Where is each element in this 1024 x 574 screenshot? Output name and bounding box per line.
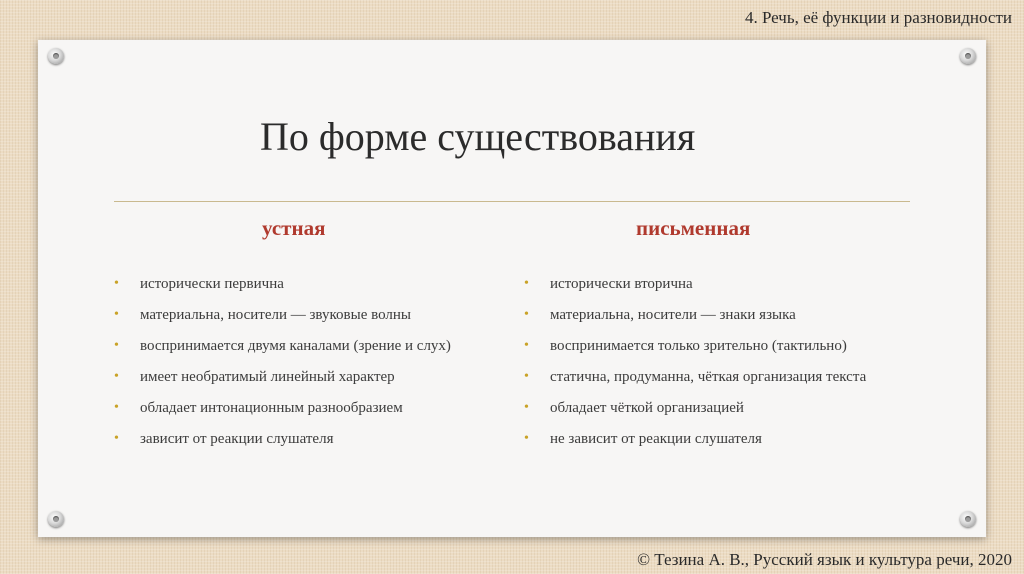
written-speech-list <box>524 276 914 462</box>
list-item: • не зависит от реакции слушателя <box>524 431 762 447</box>
list-item: • обладает чёткой организацией <box>524 400 744 416</box>
pushpin-icon <box>960 48 976 64</box>
bullet-icon: • <box>524 338 529 353</box>
list-item: • зависит от реакции слушателя <box>114 431 334 447</box>
pushpin-icon <box>48 511 64 527</box>
list-item: • исторически первична <box>114 276 284 292</box>
bullet-icon: • <box>114 369 119 384</box>
bullet-icon: • <box>114 276 119 291</box>
slide-title: По форме существования <box>260 114 696 159</box>
pushpin-icon <box>48 48 64 64</box>
title-divider <box>114 201 910 202</box>
list-item: • статична, продуманна, чёткая организация текста <box>524 369 867 385</box>
bullet-icon: • <box>114 400 119 415</box>
bullet-icon: • <box>114 431 119 446</box>
list-item: • имеет необратимый линейный характер <box>114 369 395 385</box>
column-heading-oral: устная <box>262 216 326 240</box>
list-item: • обладает интонационным разнообразием <box>114 400 403 416</box>
list-item: • исторически вторична <box>524 276 693 292</box>
bullet-icon: • <box>524 369 529 384</box>
list-item: • материальна, носители — знаки языка <box>524 307 796 323</box>
column-heading-written: письменная <box>636 216 751 240</box>
slide-header: 4. Речь, её функции и разновидности <box>744 8 1012 27</box>
bullet-icon: • <box>524 400 529 415</box>
bullet-icon: • <box>114 307 119 322</box>
bullet-icon: • <box>524 307 529 322</box>
list-item: • воспринимается только зрительно (тактильно) <box>524 338 847 354</box>
slide-card <box>38 40 986 537</box>
bullet-icon: • <box>114 338 119 353</box>
oral-speech-list <box>114 276 504 462</box>
list-item: • материальна, носители — звуковые волны <box>114 307 411 323</box>
pushpin-icon <box>960 511 976 527</box>
bullet-icon: • <box>524 276 529 291</box>
slide-footer: © Тезина А. В., Русский язык и культура речи, 2020 <box>637 550 1012 569</box>
bullet-icon: • <box>524 431 529 446</box>
list-item: • воспринимается двумя каналами (зрение и слух) <box>114 338 451 354</box>
